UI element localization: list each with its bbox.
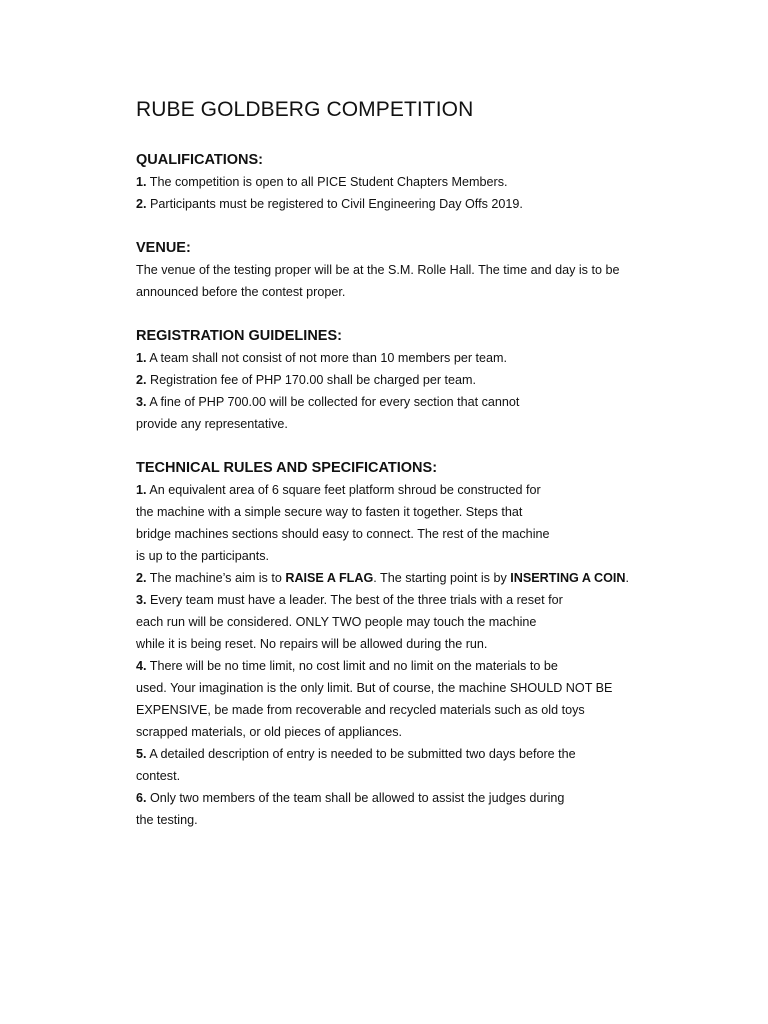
rule-4-line: EXPENSIVE, be made from recoverable and recycled materials such as old toys bbox=[136, 703, 585, 717]
registration-continuation: provide any representative. bbox=[136, 417, 288, 431]
document-page bbox=[136, 96, 736, 831]
item-text: Every team must have a leader. The best of the three trials with a reset for bbox=[146, 593, 563, 607]
item-text: There will be no time limit, no cost limit and no limit on the materials to be bbox=[146, 659, 558, 673]
venue-heading: VENUE: bbox=[136, 240, 191, 256]
venue-section bbox=[136, 237, 736, 303]
rule-3-line: each run will be considered. ONLY TWO people may touch the machine bbox=[136, 615, 537, 629]
item-text: The competition is open to all PICE Student Chapters Members. bbox=[146, 175, 508, 189]
rule-5 bbox=[136, 743, 736, 765]
registration-item bbox=[136, 347, 736, 369]
item-number: 2. bbox=[136, 373, 147, 387]
item-number: 3. bbox=[136, 395, 147, 409]
qualifications-heading: QUALIFICATIONS: bbox=[136, 152, 263, 168]
item-text: Only two members of the team shall be allowed to assist the judges during bbox=[146, 791, 565, 805]
item-text: Participants must be registered to Civil Engineering Day Offs 2019. bbox=[146, 197, 523, 211]
item-text: . bbox=[625, 571, 629, 585]
emphasis-text: RAISE A FLAG bbox=[285, 571, 374, 585]
item-text: . The starting point is by bbox=[373, 571, 511, 585]
venue-line: announced before the contest proper. bbox=[136, 285, 346, 299]
rule-4-line: used. Your imagination is the only limit. But of course, the machine SHOULD NOT BE bbox=[136, 681, 613, 695]
rule-2 bbox=[136, 567, 736, 589]
rule-1-line: is up to the participants. bbox=[136, 549, 270, 563]
rule-6 bbox=[136, 787, 736, 809]
item-number: 1. bbox=[136, 175, 147, 189]
qualification-item bbox=[136, 171, 736, 193]
item-number: 1. bbox=[136, 351, 147, 365]
item-number: 2. bbox=[136, 571, 147, 585]
item-text: An equivalent area of 6 square feet platform shroud be constructed for bbox=[146, 483, 541, 497]
registration-item bbox=[136, 369, 736, 391]
technical-section bbox=[136, 457, 736, 831]
rule-4-line: scrapped materials, or old pieces of appliances. bbox=[136, 725, 403, 739]
registration-item bbox=[136, 391, 736, 413]
registration-section bbox=[136, 325, 736, 435]
item-text: The machine’s aim is to bbox=[146, 571, 286, 585]
venue-line: The venue of the testing proper will be at the S.M. Rolle Hall. The time and day is to be bbox=[136, 263, 620, 277]
item-text: Registration fee of PHP 170.00 shall be charged per team. bbox=[146, 373, 477, 387]
item-text: A detailed description of entry is needed to be submitted two days before the bbox=[146, 747, 576, 761]
item-number: 3. bbox=[136, 593, 147, 607]
item-number: 1. bbox=[136, 483, 147, 497]
rule-1-line: bridge machines sections should easy to connect. The rest of the machine bbox=[136, 527, 550, 541]
qualification-item bbox=[136, 193, 736, 215]
rule-1-line: the machine with a simple secure way to fasten it together. Steps that bbox=[136, 505, 523, 519]
qualifications-section bbox=[136, 149, 736, 215]
item-number: 2. bbox=[136, 197, 147, 211]
item-number: 6. bbox=[136, 791, 147, 805]
rule-4 bbox=[136, 655, 736, 677]
emphasis-text: INSERTING A COIN bbox=[510, 571, 626, 585]
document-title: RUBE GOLDBERG COMPETITION bbox=[136, 98, 474, 121]
item-text: A fine of PHP 700.00 will be collected for every section that cannot bbox=[146, 395, 520, 409]
rule-3-line: while it is being reset. No repairs will be allowed during the run. bbox=[136, 637, 488, 651]
technical-heading: TECHNICAL RULES AND SPECIFICATIONS: bbox=[136, 460, 438, 476]
rule-6-line: the testing. bbox=[136, 813, 198, 827]
registration-heading: REGISTRATION GUIDELINES: bbox=[136, 328, 342, 344]
item-text: A team shall not consist of not more than 10 members per team. bbox=[146, 351, 508, 365]
item-number: 5. bbox=[136, 747, 147, 761]
rule-5-line: contest. bbox=[136, 769, 181, 783]
rule-3 bbox=[136, 589, 736, 611]
rule-1 bbox=[136, 479, 736, 501]
item-number: 4. bbox=[136, 659, 147, 673]
